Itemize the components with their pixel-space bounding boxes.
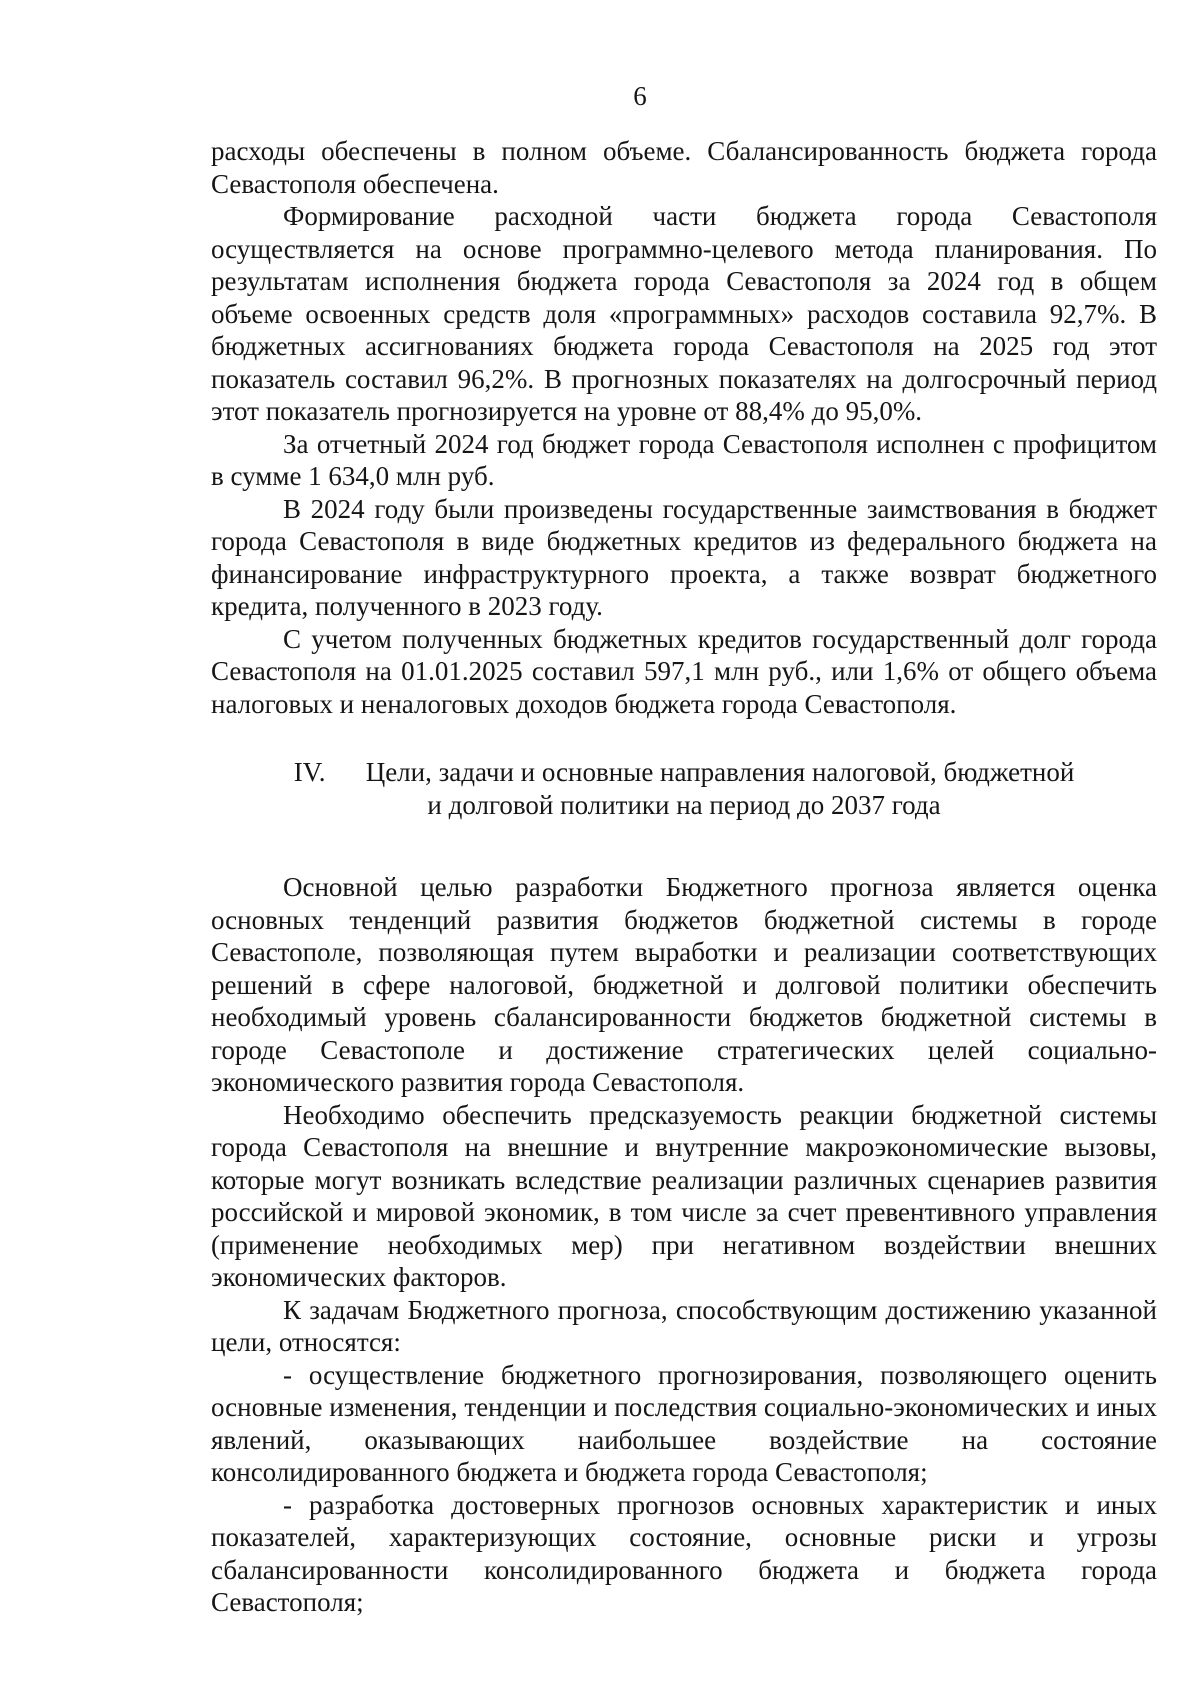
page-number: 6 — [633, 81, 647, 111]
section-title-line-2: и долговой политики на период до 2037 года — [427, 789, 941, 820]
document-body — [211, 135, 1157, 1619]
section-title-line-1: Цели, задачи и основные направления налоговой, бюджетной — [365, 757, 1075, 787]
list-item: - разработка достоверных прогнозов основных характеристик и иных показателей, характеризующих состояние, основные риски и угрозы сбалансированности консолидированного бюджета и бюджета города Севастополя; — [211, 1489, 1157, 1617]
paragraph: К задачам Бюджетного прогноза, способствующим достижению указанной цели, относятся: — [211, 1294, 1157, 1357]
paragraph: Основной целью разработки Бюджетного прогноза является оценка основных тенденций развития бюджетов бюджетной системы в городе Севастополе, позволяющая путем выработки и реализации соответствующих решений в сфере налоговой, бюджетной и долговой политики обеспечить необходимый уровень сбалансированности бюджетов бюджетной системы в городе Севастополе и достижение стратегических целей социально-экономического развития города Севастополя. — [211, 872, 1157, 1097]
paragraph: За отчетный 2024 год бюджет города Севастополя исполнен с профицитом в сумме 1 634,0 млн руб. — [211, 428, 1157, 491]
section-heading-line-1 — [211, 756, 1157, 789]
paragraph: Необходимо обеспечить предсказуемость реакции бюджетной системы города Севастополя на внешние и внутренние макроэкономические вызовы, которые могут возникать вследствие реализации различных сценариев развития российской и мировой экономик, в том числе за счет превентивного управления (применение необходимых мер) при негативном воздействии внешних экономических факторов. — [211, 1099, 1157, 1292]
list-item: - осуществление бюджетного прогнозирования, позволяющего оценить основные изменения, тенденции и последствия социально-экономических и иных явлений, оказывающих наибольшее воздействие на состояние консолидированного бюджета и бюджета города Севастополя; — [211, 1359, 1157, 1487]
section-number: IV. — [293, 757, 326, 787]
paragraph: Формирование расходной части бюджета города Севастополя осуществляется на основе программно-целевого метода планирования. По результатам исполнения бюджета города Севастополя за 2024 год в общем объеме освоенных средств доля «программных» расходов составила 92,7%. В бюджетных ассигнованиях бюджета города Севастополя на 2025 год этот показатель составил 96,2%. В прогнозных показателях на долгосрочный период этот показатель прогнозируется на уровне от 88,4% до 95,0%. — [211, 201, 1157, 426]
paragraph: расходы обеспечены в полном объеме. Сбалансированность бюджета города Севастополя обеспечена. — [211, 136, 1157, 199]
paragraph: С учетом полученных бюджетных кредитов государственный долг города Севастополя на 01.01.2025 составил 597,1 млн руб., или 1,6% от общего объема налоговых и неналоговых доходов бюджета города Севастополя. — [211, 623, 1157, 719]
section-heading — [211, 756, 1157, 821]
paragraph: В 2024 году были произведены государственные заимствования в бюджет города Севастополя в виде бюджетных кредитов из федерального бюджета на финансирование инфраструктурного проекта, а также возврат бюджетного кредита, полученного в 2023 году. — [211, 493, 1157, 621]
